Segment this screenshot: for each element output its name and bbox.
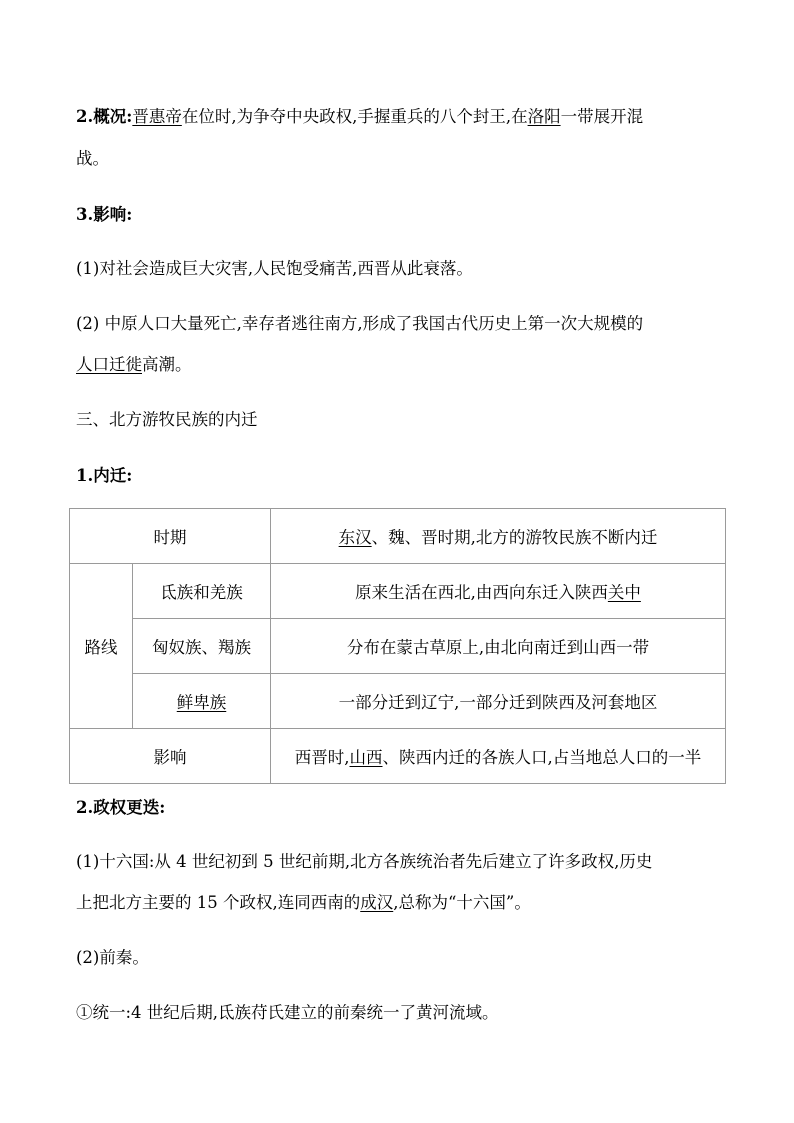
overview-label: 2.概况: bbox=[76, 107, 133, 126]
regime-item-1-line-2 bbox=[76, 892, 724, 914]
tribe-cell: 氐族和羌族 bbox=[133, 564, 271, 619]
eastern-han: 东汉 bbox=[338, 528, 372, 547]
guanzhong: 关中 bbox=[607, 583, 641, 602]
impact-item-2-line-2 bbox=[76, 354, 724, 376]
table-row bbox=[70, 619, 726, 674]
emperor-name: 晋惠帝 bbox=[132, 107, 182, 126]
regime-text-a: 上把北方主要的 15 个政权,连同西南的 bbox=[76, 893, 361, 912]
chenghan: 成汉 bbox=[360, 893, 394, 912]
tribe-cell: 匈奴族、羯族 bbox=[133, 619, 271, 674]
migration-label: 1.内迁: bbox=[76, 466, 133, 485]
period-label: 时期 bbox=[70, 509, 271, 564]
impact-cell-label: 影响 bbox=[70, 729, 271, 784]
route-label: 路线 bbox=[70, 564, 133, 729]
overview-line-1 bbox=[76, 106, 724, 128]
migration-table bbox=[69, 508, 726, 784]
route-desc: 分布在蒙古草原上,由北向南迁到山西一带 bbox=[271, 619, 726, 674]
impact-item-1: (1)对社会造成巨大灾害,人民饱受痛苦,西晋从此衰落。 bbox=[76, 259, 473, 278]
impact-text-b: 、陕西内迁的各族人口,占当地总人口的一半 bbox=[382, 748, 702, 767]
table-row bbox=[70, 564, 726, 619]
impact-item-2-end: 高潮。 bbox=[142, 355, 192, 374]
impact-cell-value bbox=[271, 729, 726, 784]
luoyang: 洛阳 bbox=[527, 107, 561, 126]
route-desc bbox=[271, 564, 726, 619]
overview-line-2: 战。 bbox=[76, 149, 109, 168]
overview-text-end: 一带展开混 bbox=[560, 107, 644, 126]
section-heading: 三、北方游牧民族的内迁 bbox=[76, 410, 258, 429]
population-migration: 人口迁徙 bbox=[76, 355, 142, 374]
route-desc-text: 原来生活在西北,由西向东迁入陕西 bbox=[355, 583, 608, 602]
period-value bbox=[271, 509, 726, 564]
impact-label: 3.影响: bbox=[76, 205, 133, 224]
regime-item-2: (2)前秦。 bbox=[76, 948, 149, 967]
table-row bbox=[70, 729, 726, 784]
table-row bbox=[70, 674, 726, 729]
impact-item-2-line-1: (2) 中原人口大量死亡,幸存者逃往南方,形成了我国古代历史上第一次大规模的 bbox=[76, 314, 644, 333]
table-row bbox=[70, 509, 726, 564]
regime-label: 2.政权更迭: bbox=[76, 798, 166, 817]
regime-text-b: ,总称为“十六国”。 bbox=[393, 893, 531, 912]
regime-item-3: ①统一:4 世纪后期,氐族苻氏建立的前秦统一了黄河流域。 bbox=[76, 1003, 499, 1022]
regime-item-1-line-1: (1)十六国:从 4 世纪初到 5 世纪前期,北方各族统治者先后建立了许多政权,历史 bbox=[76, 852, 653, 871]
route-desc: 一部分迁到辽宁,一部分迁到陕西及河套地区 bbox=[271, 674, 726, 729]
period-rest: 、魏、晋时期,北方的游牧民族不断内迁 bbox=[371, 528, 658, 547]
tribe-cell bbox=[133, 674, 271, 729]
overview-text: 在位时,为争夺中央政权,手握重兵的八个封王,在 bbox=[181, 107, 528, 126]
xianbei: 鲜卑族 bbox=[176, 693, 227, 712]
shanxi: 山西 bbox=[349, 748, 383, 767]
impact-text-a: 西晋时, bbox=[294, 748, 350, 767]
